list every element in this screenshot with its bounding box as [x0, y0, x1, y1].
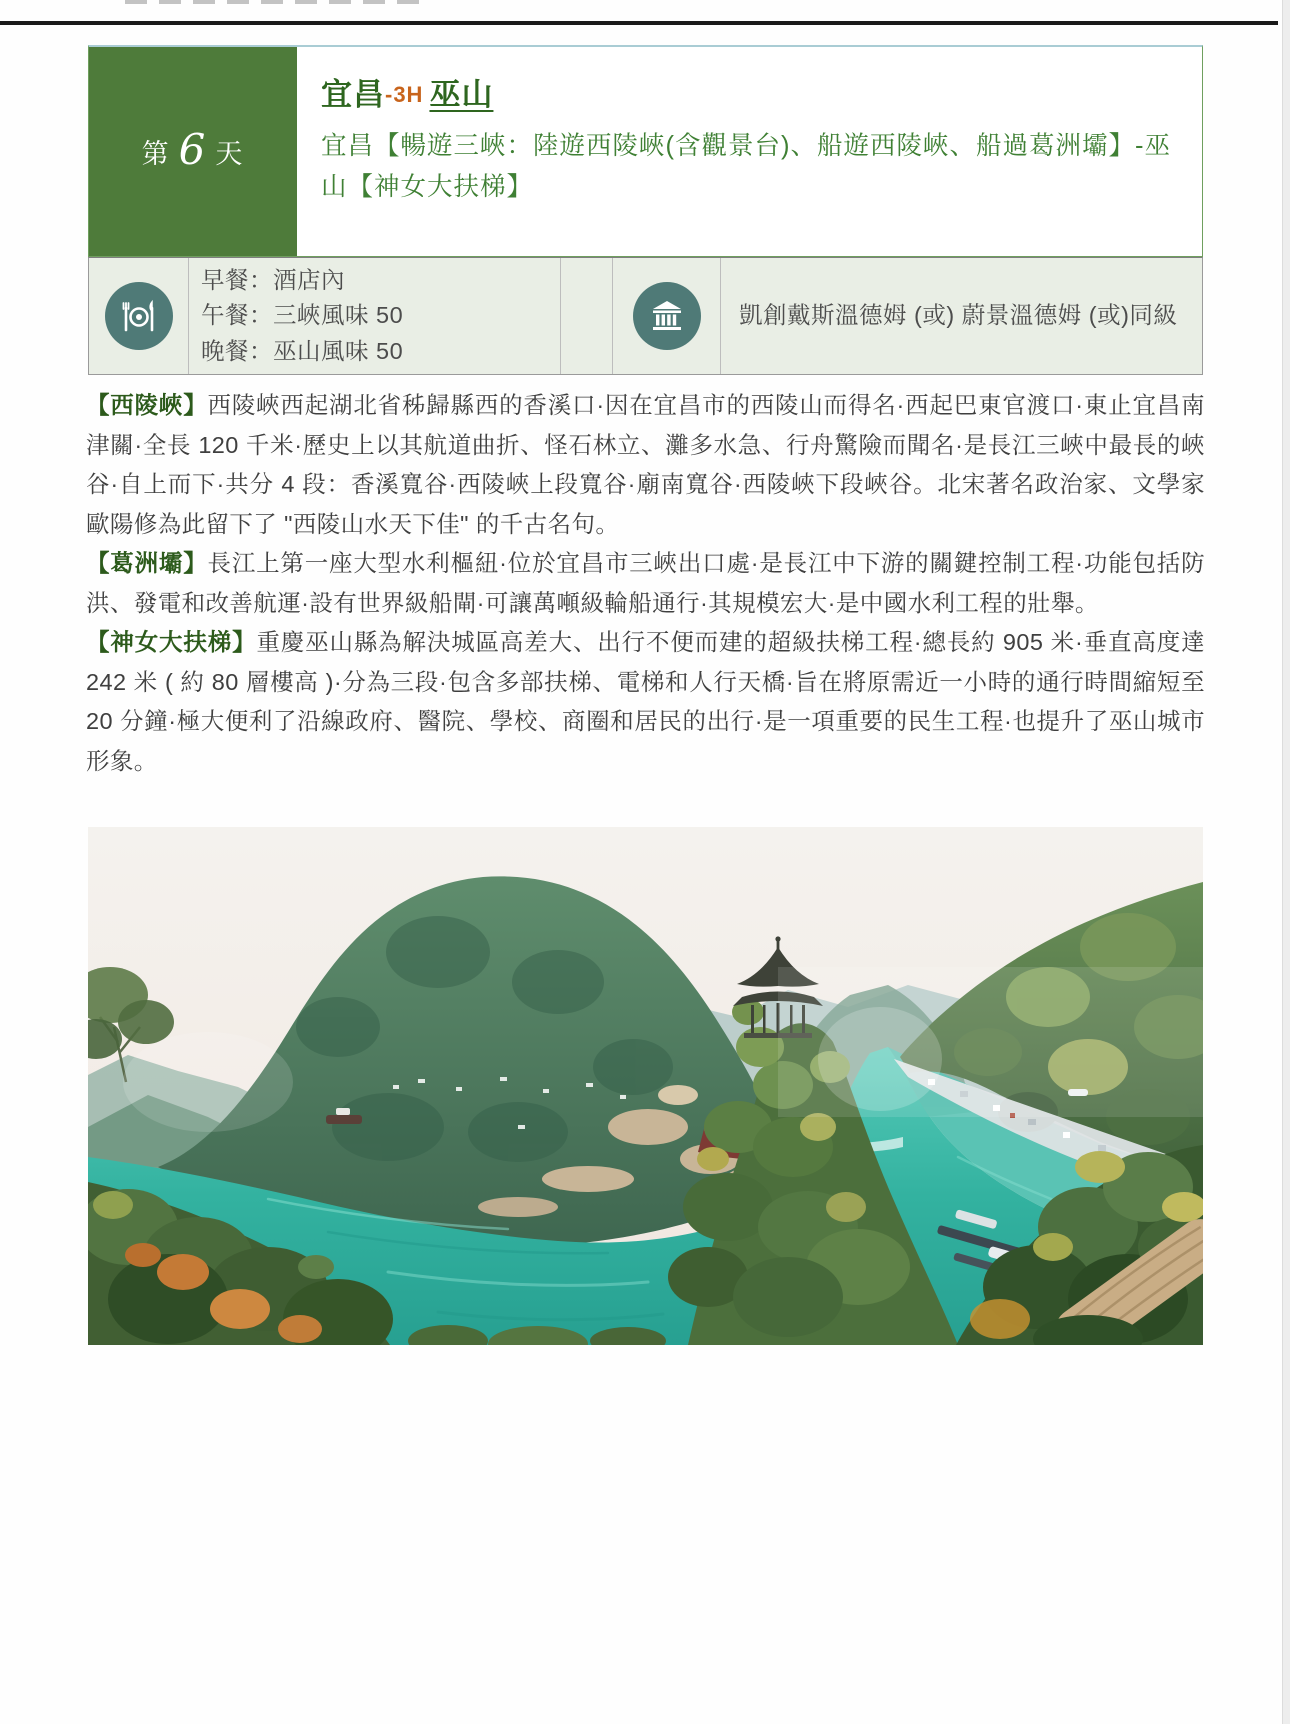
route-duration: -3H	[385, 82, 424, 107]
day-suffix: 天	[215, 139, 245, 169]
hotel-icon-cell	[613, 258, 721, 374]
route-subtitle: 宜昌【暢遊三峽：陸遊西陵峽(含觀景台)、船遊西陵峽、船過葛洲壩】-巫山【神女大扶梯】	[321, 132, 1171, 201]
paragraph-body: 長江上第一座大型水利樞紐·位於宜昌市三峽出口處·是長江中下游的關鍵控制工程·功能包括防洪、發電和改善航運·設有世界級船閘·可讓萬噸級輪船通行·其規模宏大·是中國水利工程的壯舉。	[86, 550, 1206, 616]
description-text	[86, 386, 1205, 781]
info-gap-cell	[561, 258, 613, 374]
meals-icon	[105, 282, 173, 350]
day-number-cell	[89, 47, 297, 256]
paragraph-label: 【葛洲壩】	[86, 550, 208, 576]
bottom-bushes	[408, 1325, 666, 1345]
meals-hotel-row	[88, 257, 1203, 375]
dinner-line: 晚餐：巫山風味 50	[201, 337, 404, 364]
route-to: 巫山	[429, 77, 494, 112]
route-cell	[297, 47, 1202, 256]
meals-info	[189, 258, 561, 374]
day-header-card	[88, 45, 1203, 257]
day-number: 6	[178, 125, 208, 174]
paragraph-escalator	[86, 623, 1205, 781]
meals-icon-cell	[89, 258, 189, 374]
hotel-name: 凱創戴斯溫德姆 (或) 蔚景溫德姆 (或)同級	[739, 302, 1178, 329]
lunch-line: 午餐：三峽風味 50	[201, 302, 404, 329]
haze-left	[123, 1032, 293, 1132]
top-divider	[0, 21, 1278, 25]
day-prefix: 第	[141, 139, 171, 169]
paragraph-body: 重慶巫山縣為解決城區高差大、出行不便而建的超級扶梯工程·總長約 905 米·垂直高度達 242 米 ( 約 80 層樓高 )·分為三段·包含多部扶梯、電梯和人行天橋·旨在將原需近一小時的通行時間縮短至 20 分鐘·極大便利了沿線政府、醫院、學校、商圈和居民的出行·是一項重要的民生工程·也提升了巫山城市形象。	[86, 629, 1205, 774]
hotel-info	[721, 258, 1202, 374]
paragraph-label: 【神女大扶梯】	[86, 629, 257, 655]
paragraph-xiling	[86, 386, 1205, 544]
route-title	[321, 69, 1178, 114]
paragraph-body: 西陵峽西起湖北省秭歸縣西的香溪口·因在宜昌市的西陵山而得名·西起巴東官渡口·東止宜昌南津關·全長 120 千米·歷史上以其航道曲折、怪石林立、灘多水急、行舟驚險而聞名·是長江三峽中最長的峽谷·自上而下·共分 4 段：香溪寬谷·西陵峽上段寬谷·廟南寬谷·西陵峽下段峽谷。北宋著名政治家、文學家歐陽修為此留下了 "西陵山水天下佳" 的千古名句。	[86, 392, 1206, 537]
haze-gap	[818, 1007, 942, 1111]
viewport-edge	[1282, 0, 1290, 1724]
hotel-icon	[633, 282, 701, 350]
gorge-photo	[88, 827, 1203, 1345]
header-remnant-marks	[125, 0, 419, 4]
route-from: 宜昌	[321, 77, 385, 112]
breakfast-line: 早餐：酒店內	[201, 266, 345, 293]
paragraph-gezhouba	[86, 544, 1205, 623]
paragraph-label: 【西陵峽】	[86, 392, 208, 418]
